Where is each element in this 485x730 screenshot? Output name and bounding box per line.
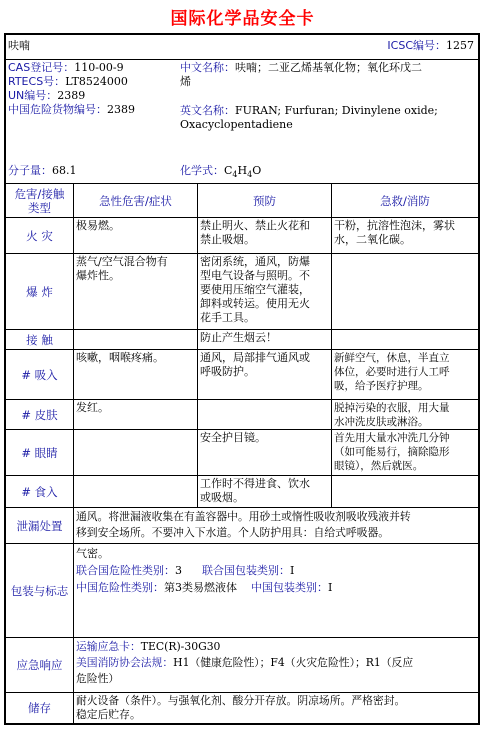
row-label: # 皮肤 xyxy=(6,400,74,429)
storage-label: 储存 xyxy=(6,693,74,723)
acute-cell: 发红。 xyxy=(74,400,198,429)
prevention-cell: 工作时不得进食、饮水 或吸烟。 xyxy=(198,476,332,507)
row-eyes xyxy=(6,430,478,476)
row-explosion xyxy=(6,254,478,330)
chemical-formula: 化学式：$C_4H_4O$ xyxy=(180,164,262,179)
row-label: # 眼睛 xyxy=(6,430,74,475)
packaging-text: 气密。 联合国危险性类别：3 联合国包装类别：I 中国危险性类别：第3类易燃液体 中国包装类别：I xyxy=(76,547,333,594)
acute-cell: 极易燃。 xyxy=(74,218,198,253)
names: 中文名称：呋喃；二亚乙烯基氧化物；氧化环戊二 烯 英文名称：FURAN; Furfuran; Divinylene oxide; Oxacyclopentadiene xyxy=(180,61,438,131)
packaging-label: 包装与标志 xyxy=(6,544,74,637)
row-ingestion xyxy=(6,476,478,508)
prevention-cell: 密闭系统，通风，防爆 型电气设备与照明。不 要使用压缩空气灌装， 卸料或转运。使用无火 花手工具。 xyxy=(198,254,332,329)
card-table xyxy=(4,33,480,725)
row-emergency xyxy=(6,638,478,693)
icsc-number: ICSC编号：1257 xyxy=(387,39,474,52)
prevention-cell: 防止产生烟云！ xyxy=(198,330,332,349)
row-label: 爆 炸 xyxy=(6,254,74,329)
row-spill xyxy=(6,508,478,544)
spill-label: 泄漏处置 xyxy=(6,508,74,543)
col-acute: 急性危害/症状 xyxy=(74,184,198,217)
row-storage xyxy=(6,693,478,723)
row-label: # 吸入 xyxy=(6,350,74,399)
row-inhalation xyxy=(6,350,478,400)
col-firstaid: 急救/消防 xyxy=(380,193,430,208)
prevention-cell xyxy=(198,400,332,429)
col-type: 危害/接触 类型 xyxy=(6,184,74,217)
firstaid-cell: 新鲜空气，休息，半直立 体位，必要时进行人工呼 吸，给予医疗护理。 xyxy=(334,352,450,392)
acute-cell xyxy=(74,476,198,507)
header-row xyxy=(6,35,478,60)
row-packaging xyxy=(6,544,478,638)
chemical-name: 呋喃 xyxy=(8,39,30,52)
prevention-cell: 通风，局部排气通风或 呼吸防护。 xyxy=(198,350,332,399)
acute-cell xyxy=(74,430,198,475)
row-contact xyxy=(6,330,478,350)
identifiers: CAS登记号：110-00-9 RTECS号：LT8524000 UN编号：2389 中国危险货物编号：2389 xyxy=(8,61,135,116)
molecular-row xyxy=(6,158,478,184)
firstaid-cell xyxy=(332,330,478,349)
emergency-label: 应急响应 xyxy=(6,638,74,692)
acute-cell xyxy=(74,330,198,349)
storage-text: 耐火设备（条件）。与强氧化剂、酸分开存放。阴凉场所。严格密封。 稳定后贮存。 xyxy=(76,694,406,721)
emergency-text: 运输应急卡：TEC(R)-30G30 美国消防协会法规：H1（健康危险性）；F4（火灾危险性）；R1（反应 危险性） xyxy=(76,640,414,685)
firstaid-cell xyxy=(332,254,478,329)
row-label: 火 灾 xyxy=(6,218,74,253)
identifier-block xyxy=(6,60,478,158)
firstaid-cell xyxy=(332,476,478,507)
acute-cell: 咳嗽，咽喉疼痛。 xyxy=(74,350,198,399)
prevention-cell: 安全护目镜。 xyxy=(198,430,332,475)
card-title: 国际化学品安全卡 xyxy=(170,9,315,29)
acute-cell: 蒸气/空气混合物有 爆炸性。 xyxy=(74,254,198,329)
spill-text: 通风。将泄漏液收集在有盖容器中。用砂土或惰性吸收剂吸收残液并转 移到安全场所。不要冲入下水道。个人防护用具：自给式呼吸器。 xyxy=(76,510,411,539)
row-label: 接 触 xyxy=(6,330,74,349)
column-header-row xyxy=(6,184,478,218)
prevention-cell: 禁止明火、禁止火花和 禁止吸烟。 xyxy=(198,218,332,253)
molecular-weight: 分子量：68.1 xyxy=(8,164,77,177)
row-label: # 食入 xyxy=(6,476,74,507)
firstaid-cell: 脱掉污染的衣服，用大量 水冲洗皮肤或淋浴。 xyxy=(334,402,450,428)
firstaid-cell: 干粉，抗溶性泡沫，雾状 水，二氧化碳。 xyxy=(334,219,455,246)
row-fire xyxy=(6,218,478,254)
row-skin xyxy=(6,400,478,430)
col-prevention: 预防 xyxy=(198,184,332,217)
firstaid-cell: 首先用大量水冲洗几分钟 （如可能易行，摘除隐形 眼镜），然后就医。 xyxy=(334,432,450,472)
